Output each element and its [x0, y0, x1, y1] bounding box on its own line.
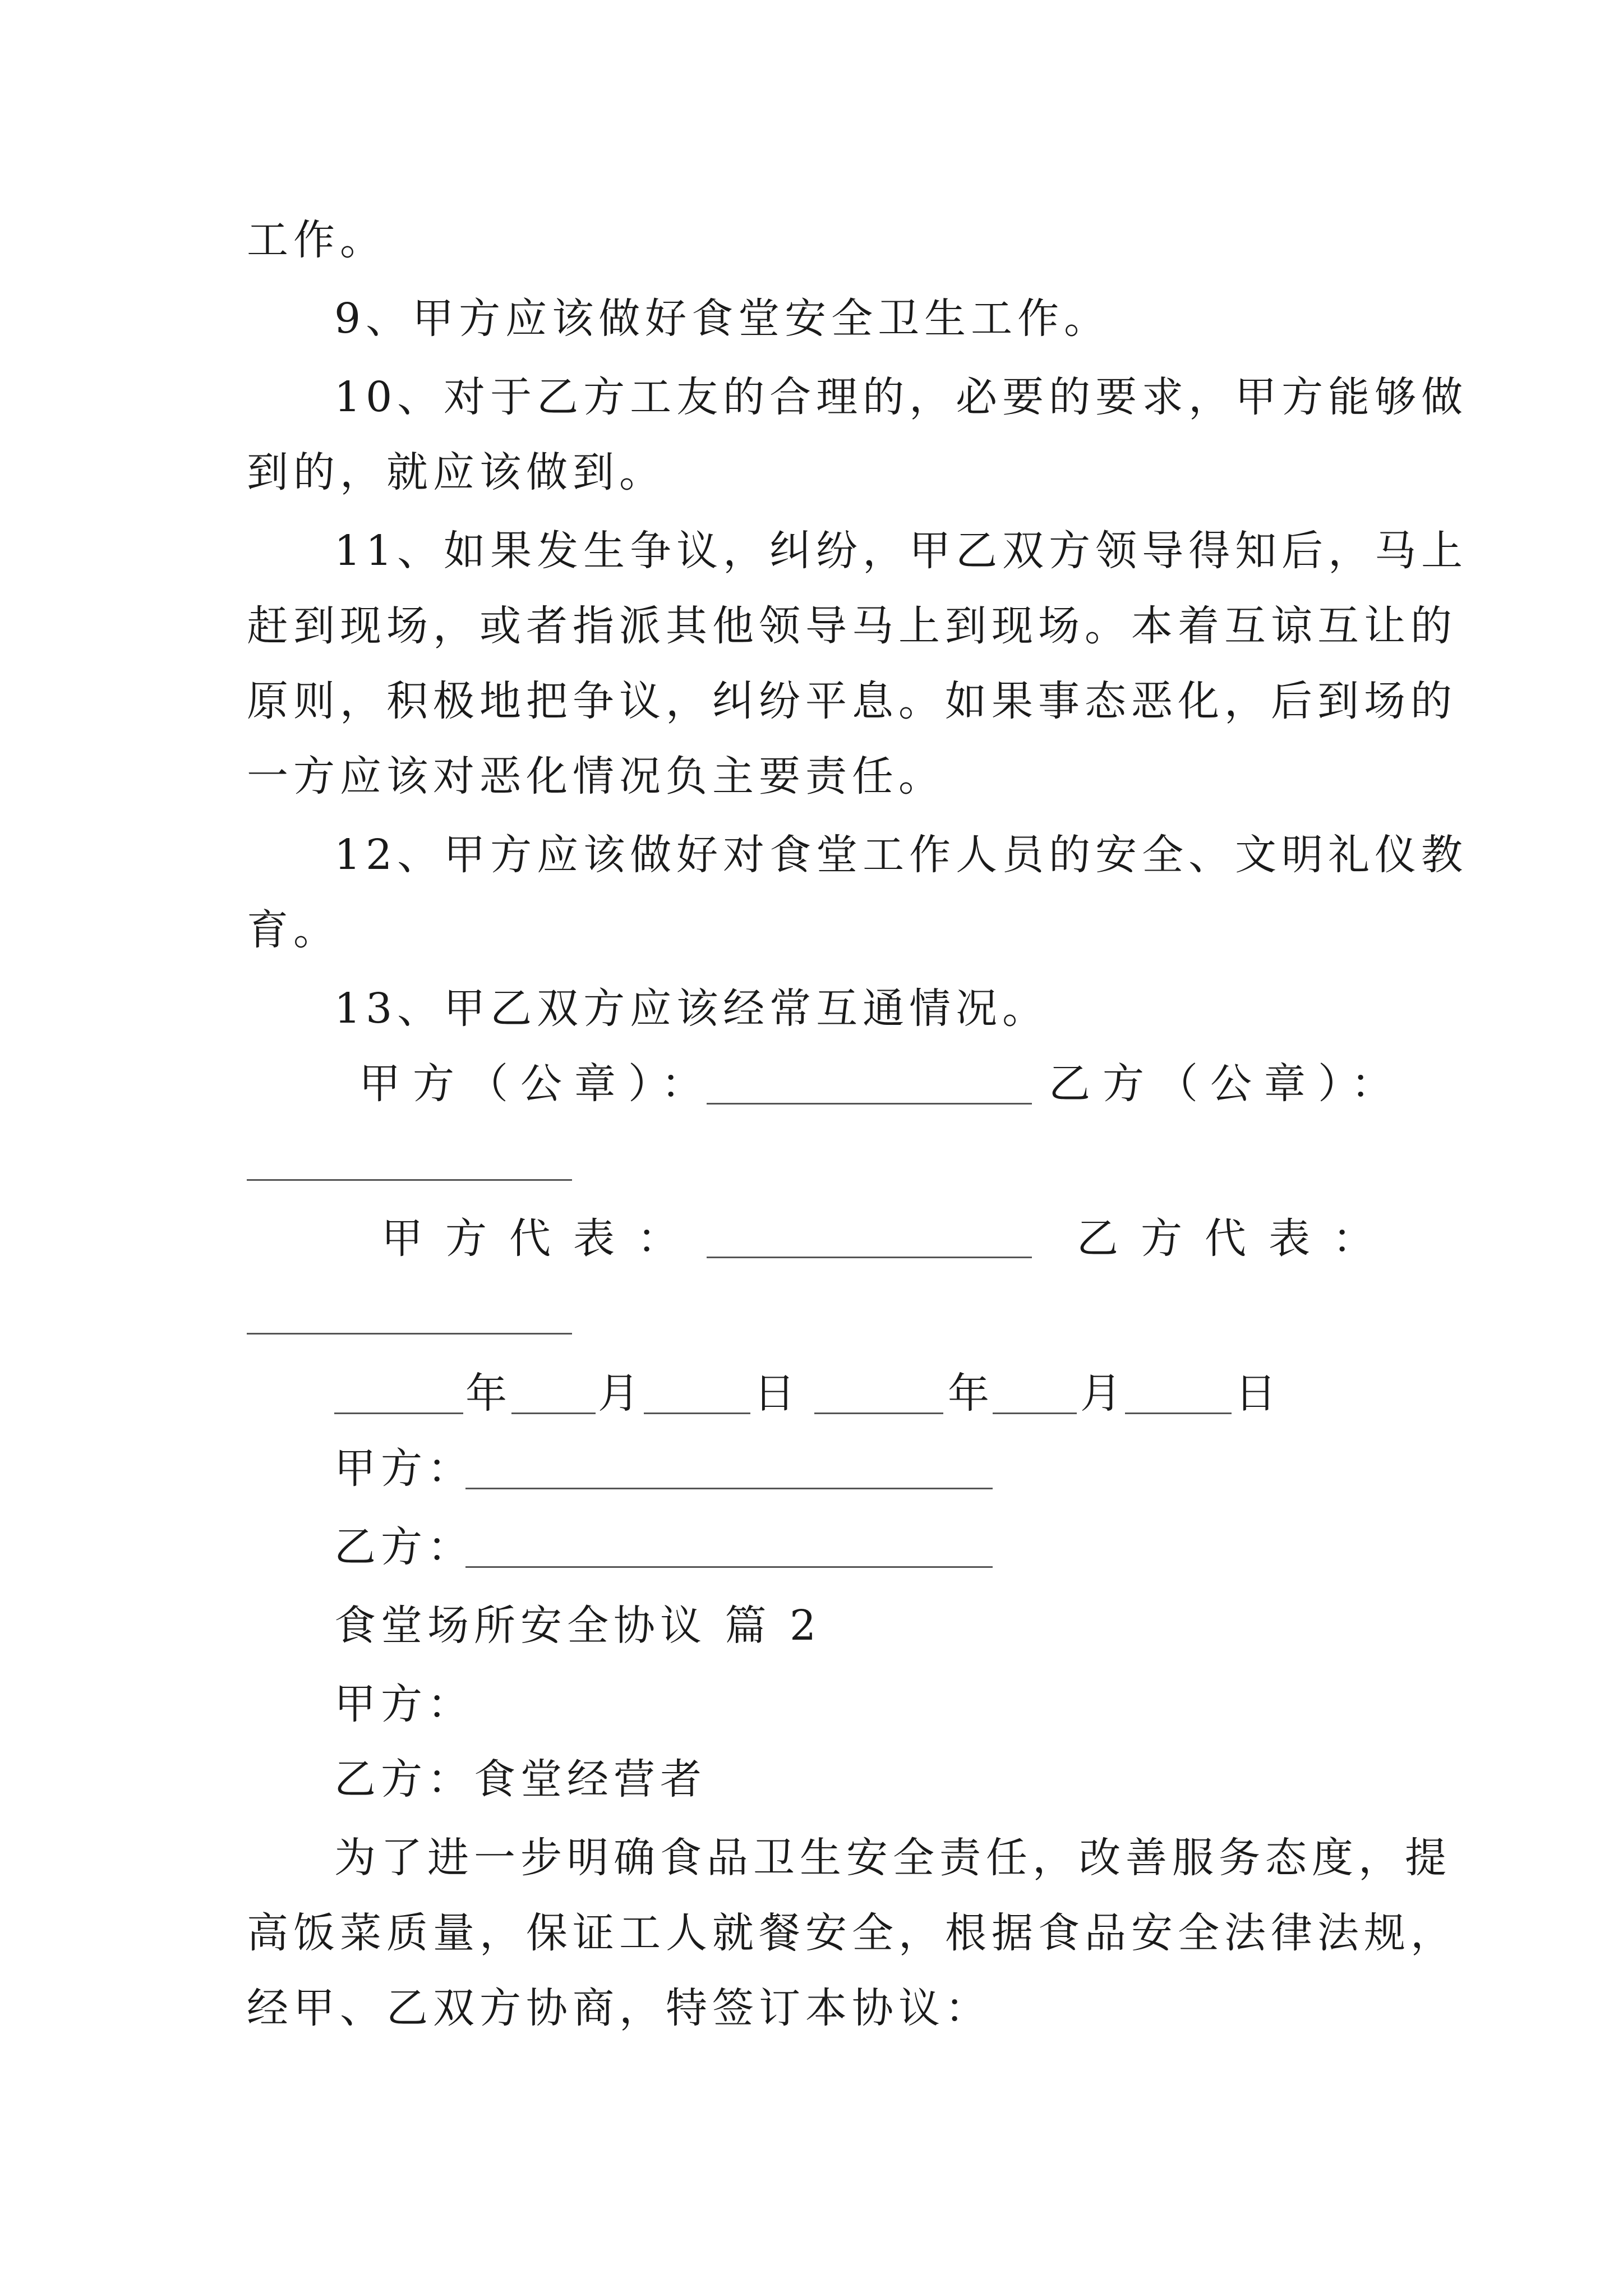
- party-a-rep-line: [707, 1257, 1032, 1258]
- party-a-label: 甲方：: [334, 1444, 474, 1493]
- party-a-rep-label: 甲方代表：: [381, 1214, 701, 1263]
- party-b-label: 乙方：: [334, 1523, 474, 1571]
- date-b-day-blank: [1125, 1412, 1232, 1414]
- date-b-year-label: 年: [948, 1369, 994, 1418]
- date-a-day-label: 日: [754, 1369, 800, 1418]
- section-2-party-b: 乙方：食堂经营者: [334, 1755, 707, 1803]
- clause-12: 12、甲方应该做好对食堂工作人员的安全、文明礼仪教: [334, 831, 1468, 879]
- text-line: 育。: [247, 906, 340, 954]
- date-a-month-label: 月: [598, 1369, 644, 1418]
- text-line: 原则，积极地把争议，纠纷平息。如果事态恶化，后到场的: [247, 677, 1457, 725]
- text-line: 高饭菜质量，保证工人就餐安全，根据食品安全法律法规，: [247, 1909, 1457, 1957]
- party-b-seal-line: [247, 1179, 572, 1181]
- party-b-blank: [465, 1566, 993, 1568]
- clause-10: 10、对于乙方工友的合理的，必要的要求，甲方能够做: [334, 373, 1468, 421]
- section-2-intro: 为了进一步明确食品卫生安全责任，改善服务态度，提: [334, 1834, 1451, 1882]
- party-b-rep-label: 乙方代表：: [1077, 1214, 1396, 1263]
- date-b-year-blank: [814, 1412, 943, 1414]
- date-a-year-label: 年: [465, 1369, 512, 1418]
- party-a-seal-label: 甲方（公章）：: [359, 1060, 715, 1108]
- date-a-year-blank: [334, 1412, 463, 1414]
- section-2-title: 食堂场所安全协议 篇 2: [334, 1602, 822, 1650]
- text-line: 一方应该对恶化情况负主要责任。: [247, 752, 945, 800]
- clause-9: 9、甲方应该做好食堂安全卫生工作。: [334, 295, 1111, 343]
- date-a-day-blank: [644, 1412, 750, 1414]
- party-b-rep-line: [247, 1333, 572, 1335]
- date-b-day-label: 日: [1235, 1369, 1281, 1418]
- party-a-blank: [465, 1488, 993, 1489]
- text-line: 工作。: [247, 216, 386, 264]
- clause-11: 11、如果发生争议，纠纷，甲乙双方领导得知后，马上: [334, 527, 1468, 575]
- text-line: 到的，就应该做到。: [247, 448, 666, 496]
- date-b-month-label: 月: [1080, 1369, 1127, 1418]
- date-a-month-blank: [511, 1412, 596, 1414]
- section-2-party-a: 甲方：: [334, 1680, 474, 1728]
- party-b-seal-label: 乙方（公章）：: [1049, 1060, 1405, 1108]
- clause-13: 13、甲乙双方应该经常互通情况。: [334, 984, 1049, 1033]
- text-line: 赶到现场，或者指派其他领导马上到现场。本着互谅互让的: [247, 602, 1457, 650]
- text-line: 经甲、乙双方协商，特签订本协议：: [247, 1984, 992, 2032]
- party-a-seal-line: [707, 1103, 1032, 1105]
- date-b-month-blank: [993, 1412, 1077, 1414]
